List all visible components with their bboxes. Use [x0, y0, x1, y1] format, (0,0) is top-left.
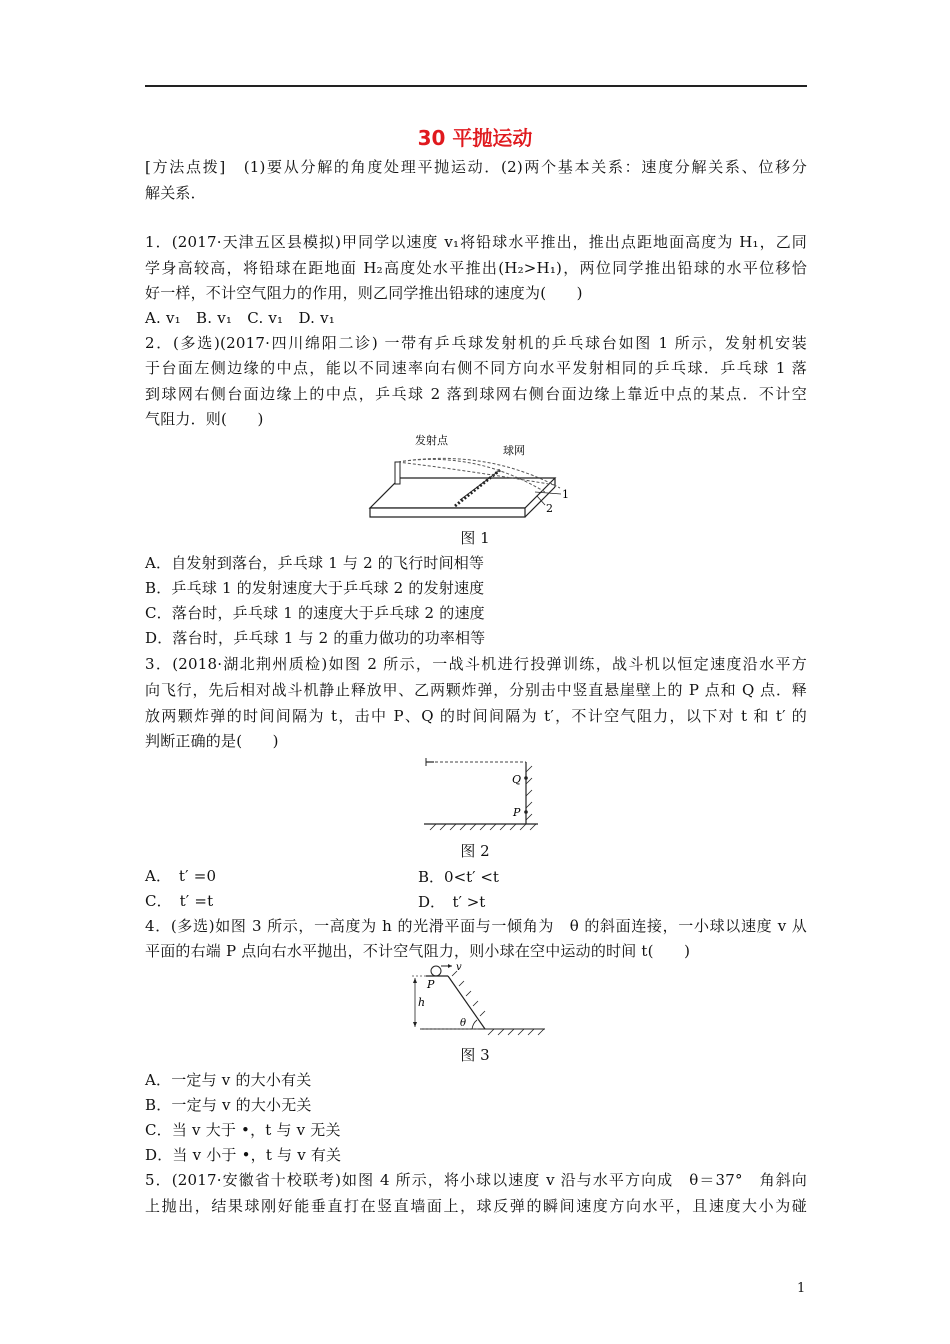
fig1-launcher-label: 发射点: [415, 434, 448, 447]
fig1-ball1-label: 1: [562, 488, 569, 501]
figure-3-caption: 图 3: [460, 1046, 490, 1064]
figure-2-caption: 图 2: [460, 842, 490, 860]
fig2-q-label: Q: [512, 773, 522, 786]
q2-option-c: C．落台时，乒乓球 1 的速度大于乒乓球 2 的速度: [145, 604, 485, 622]
q3-option-a: A． t′ =0: [145, 867, 217, 885]
figure-1-table-tennis: [365, 430, 585, 520]
page-number: 1: [797, 1281, 806, 1296]
q4-line-2: 平面的右端 P 点向右水平抛出，不计空气阻力，则小球在空中运动的时间 t( ): [145, 942, 691, 960]
fig2-p-label: P: [513, 806, 521, 819]
fig3-theta-label: θ: [460, 1018, 467, 1029]
fig1-net-label: 球网: [503, 444, 525, 457]
q3-line-1: 3．(2018·湖北荆州质检)如图 2 所示，一战斗机进行投弹训练，战斗机以恒定速度沿水平方: [145, 655, 807, 673]
fig3-v-label: v: [456, 962, 462, 973]
q4-option-c: C．当 v 大于 •，t 与 v 无关: [145, 1121, 341, 1139]
q2-option-d: D．落台时，乒乓球 1 与 2 的重力做功的功率相等: [145, 629, 486, 647]
figure-1-caption: 图 1: [460, 529, 490, 547]
fig3-h-label: h: [418, 996, 426, 1009]
page-title: 30 平抛运动: [417, 126, 533, 150]
q1-line-1: 1．(2017·天津五区县模拟)甲同学以速度 v₁将铅球水平推出，推出点距地面高度为 H₁，乙同: [145, 233, 807, 251]
q2-option-a: A．自发射到落台，乒乓球 1 与 2 的飞行时间相等: [145, 554, 485, 572]
q4-line-1: 4．(多选)如图 3 所示，一高度为 h 的光滑平面与一倾角为 θ 的斜面连接，一小球以速度 v 从: [145, 917, 807, 935]
q2-line-4: 气阻力．则( ): [145, 410, 264, 428]
q2-option-b: B．乒乓球 1 的发射速度大于乒乓球 2 的发射速度: [145, 579, 485, 597]
q5-line-1: 5．(2017·安徽省十校联考)如图 4 所示，将小球以速度 v 沿与水平方向成 θ＝37° 角斜向: [145, 1171, 807, 1189]
q3-option-c: C． t′ =t: [145, 892, 214, 910]
q4-option-a: A．一定与 v 的大小有关: [145, 1071, 312, 1089]
method-line-2: 解关系．: [145, 184, 206, 202]
q3-line-4: 判断正确的是( ): [145, 732, 279, 750]
figure-3-incline: [400, 962, 550, 1037]
q4-option-b: B．一定与 v 的大小无关: [145, 1096, 312, 1114]
q2-line-2: 于台面左侧边缘的中点，能以不同速率向右侧不同方向水平发射相同的乒乓球．乒乓球 1 落: [145, 359, 807, 377]
q3-option-d: D． t′ >t: [418, 893, 486, 911]
q3-line-3: 放两颗炸弹的时间间隔为 t，击中 P、Q 的时间间隔为 t′，不计空气阻力，以下对 t 和 t′ 的: [145, 707, 807, 725]
q3-option-b: B．0<t′ <t: [418, 868, 499, 886]
figure-2-cliff: [420, 752, 540, 832]
q1-line-3: 好一样，不计空气阻力的作用，则乙同学推出铅球的速度为( ): [145, 284, 583, 302]
fig3-p-label: P: [427, 978, 435, 991]
q3-line-2: 向飞行，先后相对战斗机静止释放甲、乙两颗炸弹，分别击中竖直悬崖壁上的 P 点和 Q 点．释: [145, 681, 807, 699]
header-rule: [145, 85, 807, 87]
method-line-1: [方法点拨] (1)要从分解的角度处理平抛运动．(2)两个基本关系：速度分解关系、位移分: [145, 158, 807, 176]
q4-option-d: D．当 v 小于 •，t 与 v 有关: [145, 1146, 342, 1164]
q5-line-2: 上抛出，结果球刚好能垂直打在竖直墙面上，球反弹的瞬间速度方向水平，且速度大小为碰: [145, 1197, 807, 1215]
fig1-ball2-label: 2: [546, 502, 553, 515]
q2-line-3: 到球网右侧台面边缘上的中点，乒乓球 2 落到球网右侧台面边缘上靠近中点的某点．不计空: [145, 385, 807, 403]
q1-line-2: 学身高较高，将铅球在距地面 H₂高度处水平推出(H₂>H₁)，两位同学推出铅球的水平位移恰: [145, 259, 807, 277]
q2-line-1: 2．(多选)(2017·四川绵阳二诊) 一带有乒乓球发射机的乒乓球台如图 1 所示，发射机安装: [145, 334, 807, 352]
q1-options: A. v₁ B. v₁ C. v₁ D. v₁: [145, 309, 335, 327]
